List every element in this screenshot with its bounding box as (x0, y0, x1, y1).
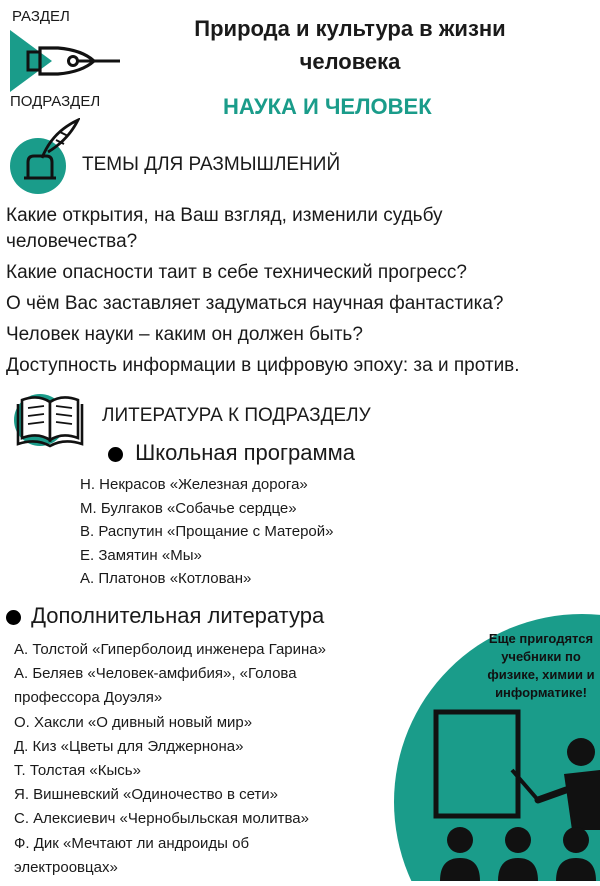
bullet-icon (108, 447, 123, 462)
page-title-line-1: Природа и культура в жизни (194, 16, 506, 41)
bullet-icon (6, 610, 21, 625)
list-item: А. Беляев «Человек-амфибия», «Голова (14, 665, 297, 683)
list-item: С. Алексиевич «Чернобыльская молитва» (14, 810, 309, 828)
topic-item: человечества? (6, 231, 138, 252)
list-item: А. Толстой «Гиперболоид инженера Гарина» (14, 641, 326, 658)
page-title (130, 12, 570, 78)
list-item: М. Булгаков «Собачье сердце» (80, 499, 297, 517)
list-item: А. Платонов «Котлован» (80, 570, 252, 587)
list-item: Д. Киз «Цветы для Элджернона» (14, 737, 244, 755)
topic-item: Человек науки – каким он должен быть? (6, 324, 363, 345)
topic-item: Какие опасности таит в себе технический прогресс? (6, 262, 467, 283)
list-item: электроовцах» (14, 858, 118, 876)
topic-item: Какие открытия, на Ваш взгляд, изменили судьбу (6, 205, 443, 226)
page-subtitle: НАУКА И ЧЕЛОВЕК (223, 94, 432, 119)
list-item: Т. Толстая «Кысь» (14, 762, 141, 780)
topic-item: О чём Вас заставляет задуматься научная фантастика? (6, 293, 504, 314)
list-item: Ф. Дик «Мечтают ли андроиды об (14, 834, 250, 852)
corner-note-line: информатике! (495, 685, 587, 700)
extra-literature-heading (6, 603, 324, 629)
topics-heading: ТЕМЫ ДЛЯ РАЗМЫШЛЕНИЙ (82, 154, 341, 175)
school-program-list (80, 473, 333, 591)
list-item: профессора Доуэля» (14, 689, 163, 707)
list-item: В. Распутин «Прощание с Матерой» (80, 523, 334, 540)
inkwell-quill-icon (8, 118, 80, 194)
corner-note (482, 630, 600, 702)
pen-nib-icon (10, 30, 122, 92)
extra-literature-label: Дополнительная литература (31, 603, 325, 628)
corner-note-line: физике, химии и (487, 667, 595, 682)
literature-heading: ЛИТЕРАТУРА К ПОДРАЗДЕЛУ (102, 405, 371, 426)
corner-note-line: Еще пригодятся (488, 631, 594, 646)
list-item: Н. Некрасов «Железная дорога» (80, 476, 308, 493)
topics-list (6, 203, 600, 379)
corner-note-line: учебники по (501, 649, 581, 664)
school-program-label: Школьная программа (135, 440, 355, 465)
book-icon (8, 388, 96, 452)
list-item: Я. Вишневский «Одиночество в сети» (14, 786, 279, 804)
page-title-line-2: человека (299, 49, 401, 74)
list-item: Е. Замятин «Мы» (80, 546, 202, 564)
list-item: О. Хаксли «О дивный новый мир» (14, 713, 253, 731)
extra-literature-list (14, 638, 326, 880)
section-label: РАЗДЕЛ (12, 8, 70, 25)
subsection-label: ПОДРАЗДЕЛ (10, 93, 101, 110)
topic-item: Доступность информации в цифровую эпоху: за и против. (6, 355, 520, 376)
school-program-heading (108, 440, 355, 466)
